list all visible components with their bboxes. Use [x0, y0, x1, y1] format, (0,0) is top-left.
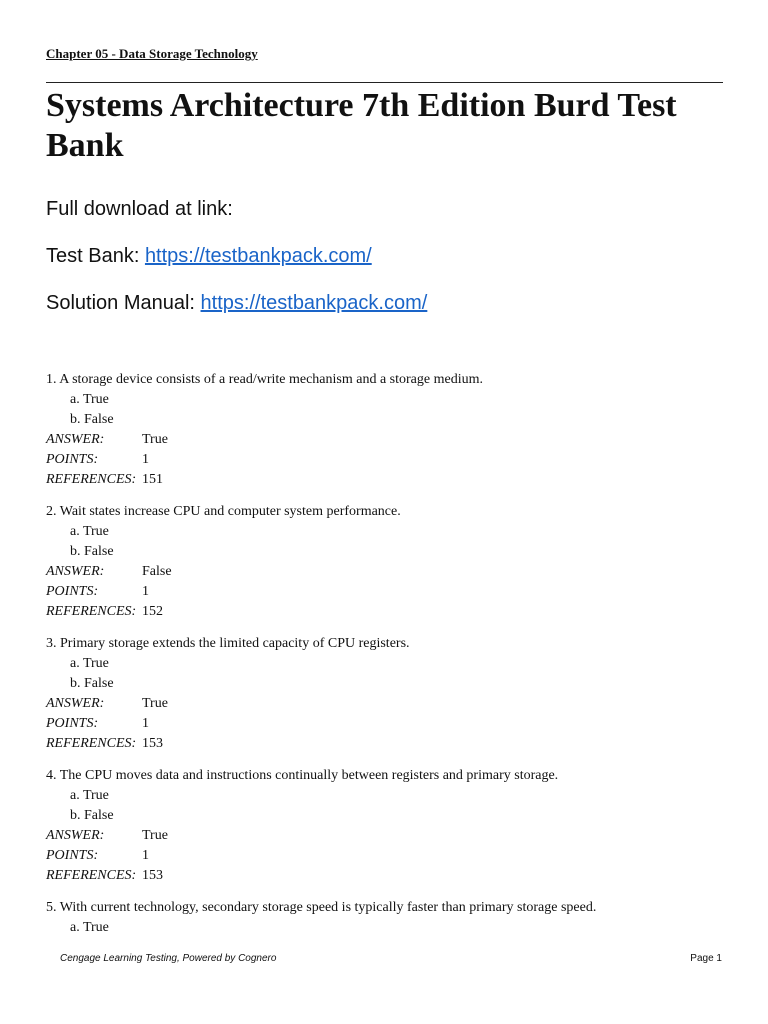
points-label: POINTS:	[46, 716, 99, 731]
question-item	[46, 370, 726, 490]
question-stem: 5. With current technology, secondary storage speed is typically faster than primary storage speed.	[46, 900, 597, 915]
points-label: POINTS:	[46, 848, 99, 863]
test-bank-line	[46, 245, 372, 268]
points-row	[46, 450, 726, 470]
answer-option: a. True	[70, 392, 109, 407]
references-row	[46, 470, 726, 490]
references-row	[46, 602, 726, 622]
answer-label: ANSWER:	[46, 432, 105, 447]
points-row	[46, 846, 726, 866]
answer-option: b. False	[70, 412, 114, 427]
question-stem: 3. Primary storage extends the limited capacity of CPU registers.	[46, 636, 410, 651]
solution-manual-line	[46, 292, 427, 315]
question-item	[46, 502, 726, 622]
question-item	[46, 898, 726, 938]
references-label: REFERENCES:	[46, 604, 137, 619]
points-value: 1	[142, 848, 149, 863]
question-stem: 1. A storage device consists of a read/write mechanism and a storage medium.	[46, 372, 483, 387]
answer-label: ANSWER:	[46, 696, 105, 711]
footer-publisher: Cengage Learning Testing, Powered by Cognero	[60, 953, 277, 964]
chapter-heading: Chapter 05 - Data Storage Technology	[46, 46, 258, 61]
answer-label: ANSWER:	[46, 828, 105, 843]
references-value: 153	[142, 868, 163, 883]
answer-row	[46, 694, 726, 714]
references-label: REFERENCES:	[46, 472, 137, 487]
answer-row	[46, 562, 726, 582]
answer-value: True	[142, 828, 168, 843]
question-stem: 2. Wait states increase CPU and computer system performance.	[46, 504, 401, 519]
answer-value: False	[142, 564, 172, 579]
question-list	[46, 370, 726, 950]
references-value: 153	[142, 736, 163, 751]
references-row	[46, 734, 726, 754]
footer-page-number: Page 1	[690, 953, 722, 964]
references-row	[46, 866, 726, 886]
points-row	[46, 714, 726, 734]
references-label: REFERENCES:	[46, 868, 137, 883]
answer-option: a. True	[70, 788, 109, 803]
references-value: 152	[142, 604, 163, 619]
answer-option: b. False	[70, 808, 114, 823]
answer-option: b. False	[70, 676, 114, 691]
answer-value: True	[142, 696, 168, 711]
answer-option: a. True	[70, 920, 109, 935]
page-title: Systems Architecture 7th Edition Burd Test Bank	[46, 87, 677, 164]
header-divider	[46, 82, 723, 83]
test-bank-label: Test Bank:	[46, 245, 145, 267]
references-label: REFERENCES:	[46, 736, 137, 751]
question-item	[46, 766, 726, 886]
answer-option: a. True	[70, 656, 109, 671]
answer-row	[46, 826, 726, 846]
references-value: 151	[142, 472, 163, 487]
points-value: 1	[142, 716, 149, 731]
test-bank-link[interactable]: https://testbankpack.com/	[144, 245, 372, 267]
points-label: POINTS:	[46, 584, 99, 599]
points-value: 1	[142, 452, 149, 467]
answer-option: a. True	[70, 524, 109, 539]
answer-label: ANSWER:	[46, 564, 105, 579]
points-label: POINTS:	[46, 452, 99, 467]
answer-value: True	[142, 432, 168, 447]
points-value: 1	[142, 584, 149, 599]
solution-manual-label: Solution Manual:	[46, 292, 201, 314]
question-stem: 4. The CPU moves data and instructions continually between registers and primary storage.	[46, 768, 559, 783]
solution-manual-link[interactable]: https://testbankpack.com/	[200, 292, 428, 314]
points-row	[46, 582, 726, 602]
answer-row	[46, 430, 726, 450]
question-item	[46, 634, 726, 754]
download-heading: Full download at link:	[46, 198, 233, 220]
answer-option: b. False	[70, 544, 114, 559]
